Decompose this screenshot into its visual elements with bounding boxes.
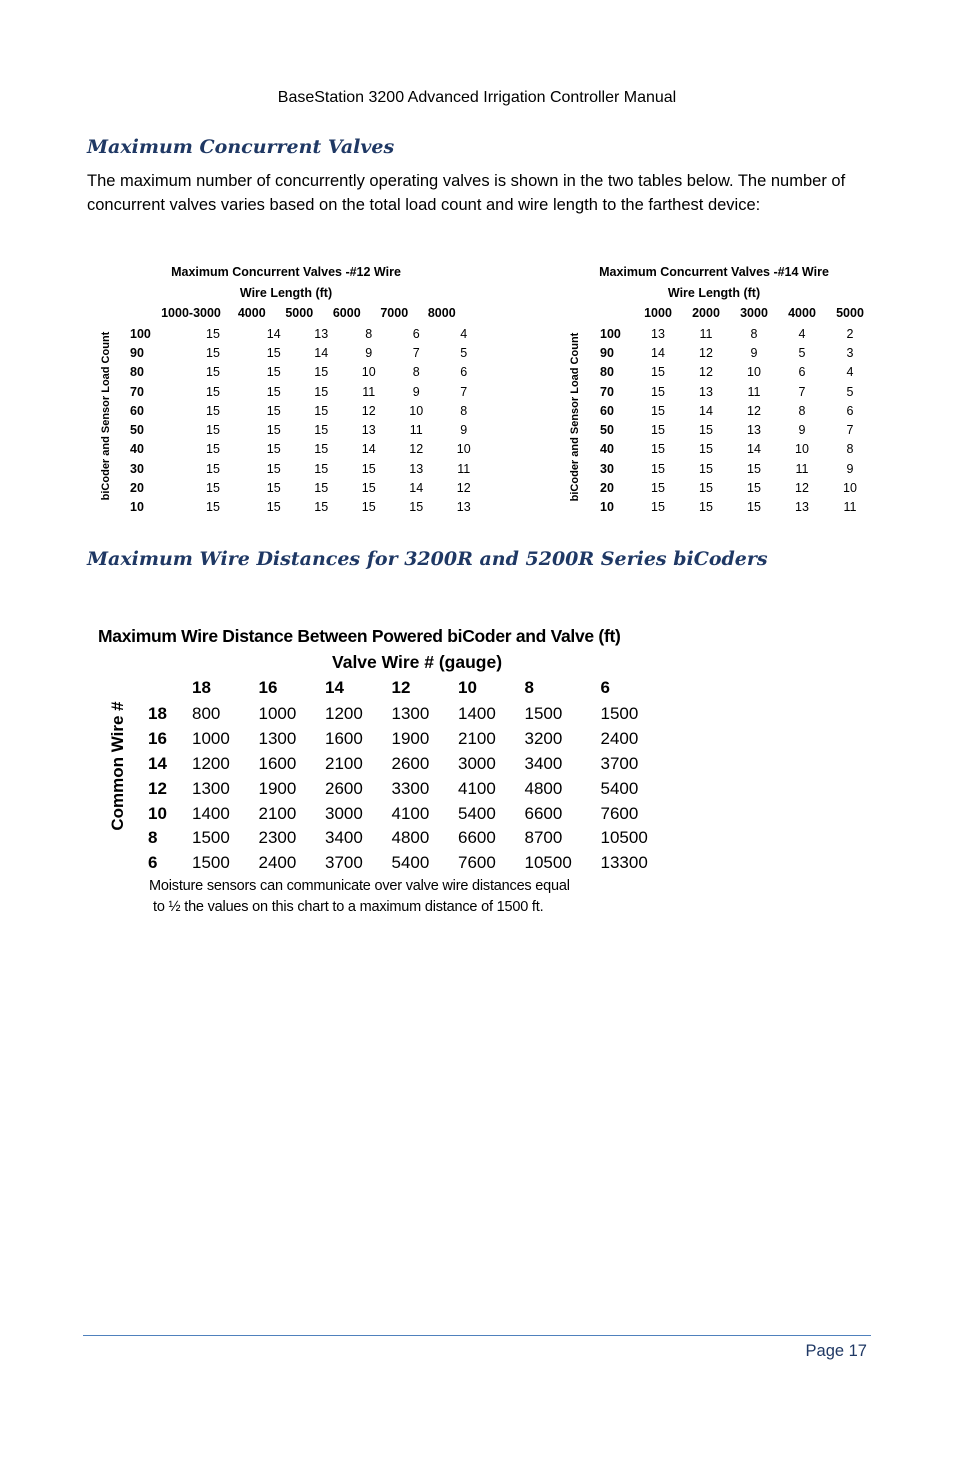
table-cell: 15 <box>699 461 713 476</box>
table-cell: 10500 <box>600 828 648 848</box>
column-header: 16 <box>258 678 278 697</box>
table-cell: 15 <box>206 365 220 380</box>
table-cell: 10 <box>747 365 761 380</box>
table-cell: 6600 <box>458 828 496 848</box>
table-cell: 15 <box>206 326 220 341</box>
table-cell: 11 <box>747 384 761 399</box>
table-row <box>600 363 874 382</box>
table-cell: 1400 <box>192 803 230 823</box>
wire-table-note-line: Moisture sensors can communicate over valve wire distances equal <box>149 878 570 894</box>
column-header: 1000 <box>644 306 672 320</box>
table-cell: 12 <box>699 345 713 360</box>
table-cell: 15 <box>266 345 281 360</box>
row-header: 10 <box>130 500 144 515</box>
table-cell: 15 <box>206 481 220 496</box>
table-cell: 1900 <box>391 729 430 749</box>
table-cell: 1600 <box>325 729 363 749</box>
table-row <box>130 420 488 439</box>
table-cell: 10 <box>795 442 809 457</box>
table-cell: 15 <box>266 365 281 380</box>
table-12-row-axis-label: biCoder and Sensor Load Count <box>100 331 112 501</box>
table-cell: 12 <box>361 403 376 418</box>
table-row <box>130 401 488 420</box>
table-cell: 800 <box>192 704 221 724</box>
row-header: 100 <box>600 326 621 341</box>
table-cell: 2 <box>846 326 854 341</box>
table-cell: 12 <box>456 481 471 496</box>
row-header: 6 <box>148 853 158 873</box>
table-cell: 15 <box>651 403 665 418</box>
table-cell: 15 <box>651 384 665 399</box>
table-cell: 1000 <box>258 704 297 724</box>
table-cell: 15 <box>651 365 665 380</box>
table-row <box>600 324 874 343</box>
table-cell: 14 <box>699 403 713 418</box>
table-cell: 2400 <box>258 853 297 873</box>
table-12-column-headers <box>154 306 466 320</box>
table-cell: 2100 <box>325 753 363 773</box>
table-cell: 15 <box>266 384 281 399</box>
table-cell: 15 <box>361 481 376 496</box>
table-cell: 15 <box>314 423 329 438</box>
row-header: 12 <box>148 778 167 798</box>
row-header: 10 <box>148 803 167 823</box>
table-cell: 11 <box>409 423 423 438</box>
table-cell: 15 <box>651 461 665 476</box>
table-cell: 6 <box>460 365 468 380</box>
table-row <box>148 826 681 851</box>
table-cell: 6 <box>846 403 854 418</box>
row-header: 70 <box>600 384 614 399</box>
intro-paragraph: The maximum number of concurrently operating valves is shown in the two tables below. The number of concurrent valves varies based on the total load count and wire length to the farthest device: <box>87 172 846 214</box>
table-cell: 11 <box>795 461 809 476</box>
table-cell: 9 <box>412 384 420 399</box>
table-row <box>130 440 488 459</box>
table-cell: 3400 <box>325 828 363 848</box>
table-cell: 1500 <box>600 704 639 724</box>
table-cell: 4 <box>798 326 806 341</box>
table-cell: 10 <box>361 365 376 380</box>
row-header: 100 <box>130 326 151 341</box>
table-cell: 6 <box>798 365 806 380</box>
table-cell: 3200 <box>524 729 563 749</box>
table-12-wire <box>96 265 496 515</box>
table-cell: 15 <box>314 481 329 496</box>
table-cell: 15 <box>206 500 220 515</box>
table-cell: 10 <box>409 403 424 418</box>
table-cell: 3400 <box>524 753 563 773</box>
row-header: 18 <box>148 704 167 724</box>
table-14-row-axis-label: biCoder and Sensor Load Count <box>569 332 581 502</box>
table-cell: 14 <box>409 481 424 496</box>
table-cell: 15 <box>747 500 761 515</box>
table-cell: 9 <box>365 345 373 360</box>
table-cell: 7 <box>412 345 420 360</box>
table-cell: 14 <box>314 345 329 360</box>
column-header: 8000 <box>427 306 456 320</box>
column-header: 12 <box>391 678 411 697</box>
row-header: 90 <box>130 345 144 360</box>
table-12-subtitle: Wire Length (ft) <box>239 286 333 300</box>
table-cell: 8 <box>412 365 420 380</box>
table-row <box>130 363 488 382</box>
table-cell: 6 <box>412 326 420 341</box>
column-header: 10 <box>458 678 477 697</box>
table-cell: 4800 <box>391 828 430 848</box>
page-number: Page 17 <box>805 1342 867 1360</box>
table-cell: 15 <box>651 423 665 438</box>
column-header: 4000 <box>237 306 266 320</box>
table-cell: 15 <box>651 442 665 457</box>
table-cell: 5400 <box>458 803 496 823</box>
wire-table-row-axis-label: Common Wire # <box>108 701 127 831</box>
table-cell: 2100 <box>458 729 496 749</box>
table-cell: 7600 <box>600 803 639 823</box>
table-14-subtitle: Wire Length (ft) <box>667 286 761 300</box>
table-cell: 10 <box>843 481 857 496</box>
table-cell: 15 <box>206 345 220 360</box>
table-cell: 13 <box>361 423 376 438</box>
wire-table-note-line: to ½ the values on this chart to a maximum distance of 1500 ft. <box>153 899 544 915</box>
table-cell: 9 <box>460 423 468 438</box>
table-cell: 10500 <box>524 853 572 873</box>
table-cell: 12 <box>795 481 809 496</box>
table-cell: 15 <box>266 403 281 418</box>
table-cell: 1900 <box>258 778 297 798</box>
row-header: 40 <box>130 442 144 457</box>
table-cell: 14 <box>361 442 376 457</box>
table-cell: 15 <box>206 461 220 476</box>
table-cell: 10 <box>456 442 471 457</box>
table-row <box>130 382 488 401</box>
document-header: BaseStation 3200 Advanced Irrigation Controller Manual <box>277 89 677 106</box>
table-cell: 3 <box>846 345 854 360</box>
row-header: 30 <box>600 461 614 476</box>
section-heading-wire-distances: Maximum Wire Distances for 3200R and 5200R Series biCoders <box>87 548 768 570</box>
table-cell: 8 <box>460 403 468 418</box>
table-cell: 9 <box>750 345 758 360</box>
table-row <box>148 702 681 727</box>
table-row <box>600 420 874 439</box>
table-cell: 15 <box>314 461 329 476</box>
table-cell: 15 <box>314 403 329 418</box>
table-cell: 11 <box>362 384 376 399</box>
row-header: 60 <box>130 403 144 418</box>
table-row <box>130 324 488 343</box>
row-header: 90 <box>600 345 614 360</box>
column-header: 18 <box>192 678 211 697</box>
table-cell: 7 <box>846 423 854 438</box>
column-header: 1000-3000 <box>161 306 221 320</box>
table-cell: 13 <box>699 384 713 399</box>
table-cell: 15 <box>314 365 329 380</box>
table-cell: 13300 <box>600 853 648 873</box>
wire-table-body <box>148 702 681 876</box>
wire-table-subtitle: Valve Wire # (gauge) <box>332 652 503 672</box>
row-header: 14 <box>148 753 167 773</box>
table-cell: 1000 <box>192 729 230 749</box>
table-cell: 1200 <box>192 753 230 773</box>
table-cell: 15 <box>314 500 329 515</box>
table-cell: 15 <box>699 442 713 457</box>
table-cell: 4100 <box>391 803 430 823</box>
table-row <box>130 498 488 517</box>
table-cell: 12 <box>699 365 713 380</box>
table-cell: 7 <box>460 384 468 399</box>
table-cell: 1500 <box>192 828 230 848</box>
table-cell: 15 <box>266 461 281 476</box>
table-row <box>600 440 874 459</box>
row-header: 16 <box>148 729 167 749</box>
column-header: 6000 <box>332 306 361 320</box>
column-header: 2000 <box>692 306 720 320</box>
wire-distance-table <box>98 626 698 926</box>
table-cell: 1500 <box>524 704 563 724</box>
table-cell: 2100 <box>258 803 297 823</box>
table-row <box>130 459 488 478</box>
table-cell: 8700 <box>524 828 563 848</box>
column-header: 14 <box>325 678 344 697</box>
table-cell: 5400 <box>391 853 430 873</box>
table-cell: 5 <box>460 345 468 360</box>
footer-divider <box>83 1335 871 1336</box>
row-header: 8 <box>148 828 158 848</box>
table-cell: 3000 <box>458 753 496 773</box>
table-cell: 7 <box>798 384 806 399</box>
table-cell: 15 <box>206 442 220 457</box>
table-row <box>148 801 681 826</box>
table-cell: 2600 <box>391 753 430 773</box>
table-cell: 12 <box>409 442 424 457</box>
table-cell: 14 <box>266 326 281 341</box>
table-cell: 15 <box>361 461 376 476</box>
row-header: 40 <box>600 442 614 457</box>
table-row <box>600 382 874 401</box>
table-cell: 15 <box>361 500 376 515</box>
table-cell: 8 <box>750 326 758 341</box>
wire-table-title: Maximum Wire Distance Between Powered biCoder and Valve (ft) <box>98 626 621 646</box>
table-cell: 2300 <box>258 828 297 848</box>
table-cell: 9 <box>798 423 806 438</box>
row-header: 60 <box>600 403 614 418</box>
table-cell: 15 <box>314 384 329 399</box>
table-row <box>600 401 874 420</box>
column-header: 5000 <box>285 306 314 320</box>
table-12-title: Maximum Concurrent Valves -#12 Wire <box>171 265 401 279</box>
table-cell: 15 <box>699 500 713 515</box>
row-header: 80 <box>600 365 614 380</box>
table-14-wire <box>566 265 876 515</box>
table-row <box>148 727 681 752</box>
table-row <box>130 343 488 362</box>
table-cell: 15 <box>266 423 281 438</box>
table-row <box>130 478 488 497</box>
table-cell: 15 <box>314 442 329 457</box>
table-row <box>600 498 874 517</box>
row-header: 50 <box>600 423 614 438</box>
table-cell: 15 <box>206 384 220 399</box>
table-cell: 13 <box>651 326 665 341</box>
table-14-column-headers <box>634 306 874 320</box>
table-cell: 15 <box>266 481 281 496</box>
table-cell: 15 <box>747 461 761 476</box>
table-cell: 15 <box>699 423 713 438</box>
row-header: 50 <box>130 423 144 438</box>
table-cell: 14 <box>747 442 761 457</box>
table-row <box>600 459 874 478</box>
wire-table-column-headers <box>192 678 681 698</box>
table-cell: 15 <box>651 481 665 496</box>
table-12-body <box>130 324 488 517</box>
table-cell: 1600 <box>258 753 297 773</box>
table-cell: 15 <box>651 500 665 515</box>
column-header: 5000 <box>836 306 864 320</box>
table-row <box>148 776 681 801</box>
table-cell: 8 <box>798 403 806 418</box>
table-cell: 11 <box>843 500 857 515</box>
row-header: 70 <box>130 384 144 399</box>
table-cell: 6600 <box>524 803 563 823</box>
table-cell: 3300 <box>391 778 430 798</box>
table-cell: 13 <box>456 500 471 515</box>
table-cell: 14 <box>651 345 665 360</box>
table-cell: 15 <box>699 481 713 496</box>
table-row <box>148 851 681 876</box>
section-heading-concurrent-valves: Maximum Concurrent Valves <box>87 136 395 158</box>
table-14-body <box>600 324 874 517</box>
table-cell: 1200 <box>325 704 363 724</box>
table-cell: 5400 <box>600 778 639 798</box>
table-cell: 2400 <box>600 729 639 749</box>
table-cell: 1300 <box>258 729 297 749</box>
row-header: 30 <box>130 461 144 476</box>
table-cell: 15 <box>206 403 220 418</box>
table-row <box>600 478 874 497</box>
table-cell: 3700 <box>325 853 363 873</box>
row-header: 20 <box>130 481 144 496</box>
table-cell: 1500 <box>192 853 230 873</box>
table-row <box>600 343 874 362</box>
row-header: 80 <box>130 365 144 380</box>
table-cell: 3700 <box>600 753 639 773</box>
table-cell: 15 <box>206 423 220 438</box>
column-header: 6 <box>600 678 610 697</box>
table-cell: 13 <box>795 500 809 515</box>
table-14-title: Maximum Concurrent Valves -#14 Wire <box>599 265 829 279</box>
table-cell: 13 <box>314 326 329 341</box>
table-cell: 5 <box>798 345 806 360</box>
table-cell: 15 <box>266 442 281 457</box>
table-cell: 15 <box>266 500 281 515</box>
table-cell: 13 <box>747 423 761 438</box>
table-cell: 8 <box>365 326 373 341</box>
column-header: 8 <box>524 678 534 697</box>
table-cell: 3000 <box>325 803 363 823</box>
table-cell: 1400 <box>458 704 496 724</box>
table-cell: 9 <box>846 461 854 476</box>
table-cell: 15 <box>747 481 761 496</box>
column-header: 3000 <box>740 306 768 320</box>
table-cell: 4100 <box>458 778 496 798</box>
table-cell: 2600 <box>325 778 363 798</box>
table-cell: 11 <box>457 461 471 476</box>
table-cell: 8 <box>846 442 854 457</box>
row-header: 10 <box>600 500 614 515</box>
table-cell: 1300 <box>391 704 430 724</box>
table-cell: 11 <box>699 326 713 341</box>
table-cell: 13 <box>409 461 424 476</box>
table-cell: 4800 <box>524 778 563 798</box>
row-header: 20 <box>600 481 614 496</box>
table-row <box>148 752 681 777</box>
table-cell: 1300 <box>192 778 230 798</box>
table-cell: 12 <box>747 403 761 418</box>
wire-table-note <box>149 876 669 918</box>
table-cell: 4 <box>460 326 468 341</box>
table-cell: 5 <box>846 384 854 399</box>
table-cell: 7600 <box>458 853 496 873</box>
table-cell: 15 <box>409 500 424 515</box>
table-cell: 4 <box>846 365 854 380</box>
column-header: 4000 <box>788 306 816 320</box>
column-header: 7000 <box>380 306 409 320</box>
